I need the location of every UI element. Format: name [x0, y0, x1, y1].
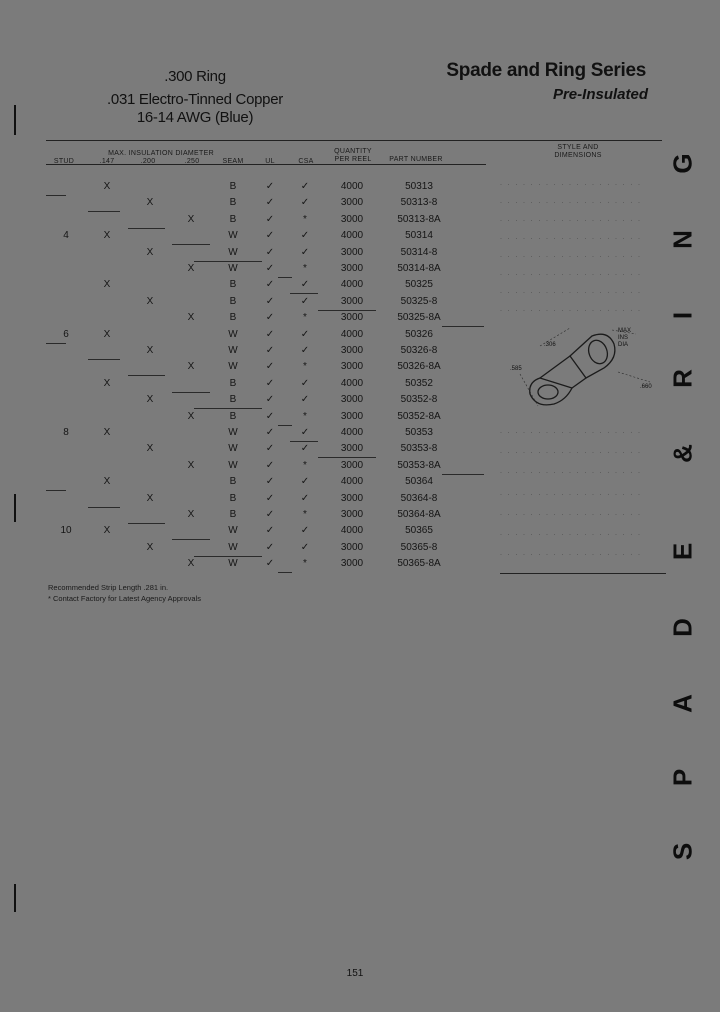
- cell-c147: X: [103, 230, 111, 241]
- cell-csa: ✓: [300, 378, 310, 389]
- cell-c147: X: [103, 427, 111, 438]
- side-letter: I: [667, 311, 698, 320]
- side-letter: &: [667, 444, 698, 463]
- cell-part: 50352-8: [400, 394, 438, 405]
- header-200: .200: [140, 158, 156, 165]
- cell-qty: 4000: [340, 279, 364, 290]
- cell-csa: ✓: [300, 197, 310, 208]
- cell-part: 50353-8A: [397, 460, 441, 471]
- cell-csa: ✓: [300, 247, 310, 258]
- spec-dots: · · · · · · · · · · · · · · · · · · ·: [500, 430, 642, 436]
- header-max-insulation: MAX. INSULATION DIAMETER: [108, 150, 214, 157]
- cell-c200: X: [146, 296, 154, 307]
- dim-label-dia: DIA: [618, 342, 629, 348]
- cell-part: 50352: [405, 378, 433, 389]
- cell-part: 50364-8A: [397, 509, 441, 520]
- side-letter: E: [667, 542, 698, 561]
- cell-part: 50326-8: [400, 345, 438, 356]
- cell-seam: W: [228, 247, 238, 258]
- cell-ul: ✓: [265, 460, 275, 471]
- cell-qty: 4000: [340, 476, 364, 487]
- cell-seam: W: [228, 230, 238, 241]
- dim-label-ins: INS: [618, 335, 629, 341]
- cell-seam: W: [228, 263, 238, 274]
- header-seam: SEAM: [222, 158, 244, 165]
- cell-ul: ✓: [265, 525, 275, 536]
- row-rule: [88, 507, 120, 508]
- cell-qty: 3000: [340, 296, 364, 307]
- spec-dots: · · · · · · · · · · · · · · · · · · ·: [500, 182, 642, 188]
- row-rule: [442, 326, 484, 327]
- spec-dots: · · · · · · · · · · · · · · · · · · ·: [500, 552, 642, 558]
- row-rule: [318, 310, 376, 311]
- cell-ul: ✓: [265, 263, 275, 274]
- dim-label-306: .306: [544, 342, 556, 348]
- header-csa: CSA: [298, 158, 314, 165]
- cell-part: 50314: [405, 230, 433, 241]
- side-letter: R: [667, 369, 698, 388]
- cell-seam: B: [229, 411, 237, 422]
- row-rule: [442, 474, 484, 475]
- cell-c147: X: [103, 329, 111, 340]
- header-dimensions: DIMENSIONS: [554, 152, 602, 159]
- cell-part: 50326-8A: [397, 361, 441, 372]
- cell-ul: ✓: [265, 394, 275, 405]
- spec-dots: · · · · · · · · · · · · · · · · · · ·: [500, 236, 642, 242]
- cell-c147: X: [103, 525, 111, 536]
- cell-qty: 3000: [340, 312, 364, 323]
- side-letter: G: [667, 153, 698, 174]
- cell-c250: X: [187, 312, 195, 323]
- row-rule: [278, 277, 292, 278]
- cell-qty: 4000: [340, 378, 364, 389]
- cell-qty: 3000: [340, 345, 364, 356]
- cell-qty: 3000: [340, 247, 364, 258]
- row-rule: [172, 392, 210, 393]
- cell-part: 50325-8: [400, 296, 438, 307]
- cell-stud: 4: [63, 230, 69, 241]
- row-rule: [172, 539, 210, 540]
- row-rule: [88, 359, 120, 360]
- spec-dots: · · · · · · · · · · · · · · · · · · ·: [500, 470, 642, 476]
- cell-part: 50364: [405, 476, 433, 487]
- cell-ul: ✓: [265, 345, 275, 356]
- cell-c250: X: [187, 214, 195, 225]
- row-rule: [194, 408, 262, 409]
- cell-c250: X: [187, 361, 195, 372]
- material-title: .031 Electro-Tinned Copper: [107, 91, 283, 108]
- cell-c200: X: [146, 443, 154, 454]
- row-rule: [278, 425, 292, 426]
- cell-ul: ✓: [265, 247, 275, 258]
- cell-seam: W: [228, 345, 238, 356]
- cell-csa: ✓: [300, 296, 310, 307]
- dim-label-660: .660: [640, 384, 652, 390]
- row-rule: [46, 343, 66, 344]
- margin-tick: [14, 884, 16, 912]
- dimension-lines: [520, 328, 650, 406]
- page-number: 151: [346, 968, 364, 979]
- strip-length-note: Recommended Strip Length .281 in.: [48, 583, 169, 592]
- cell-qty: 3000: [340, 263, 364, 274]
- cell-csa: *: [303, 558, 307, 569]
- cell-qty: 3000: [340, 214, 364, 225]
- cell-part: 50365-8A: [397, 558, 441, 569]
- cell-qty: 3000: [340, 197, 364, 208]
- cell-ul: ✓: [265, 411, 275, 422]
- cell-part: 50365-8: [400, 542, 438, 553]
- row-rule: [290, 293, 318, 294]
- spec-dots: · · · · · · · · · · · · · · · · · · ·: [500, 200, 642, 206]
- side-letter: A: [667, 694, 698, 713]
- cell-csa: *: [303, 361, 307, 372]
- cell-c200: X: [146, 345, 154, 356]
- cell-qty: 4000: [340, 525, 364, 536]
- table-top-rule: [46, 140, 662, 141]
- cell-seam: W: [228, 361, 238, 372]
- spec-dots: · · · · · · · · · · · · · · · · · · ·: [500, 308, 642, 314]
- cell-seam: W: [228, 443, 238, 454]
- cell-seam: B: [229, 197, 237, 208]
- cell-stud: 6: [63, 329, 69, 340]
- cell-part: 50326: [405, 329, 433, 340]
- cell-csa: ✓: [300, 476, 310, 487]
- cell-c200: X: [146, 542, 154, 553]
- cell-part: 50353: [405, 427, 433, 438]
- ring-terminal-drawing: [530, 334, 615, 405]
- cell-c200: X: [146, 247, 154, 258]
- cell-qty: 3000: [340, 542, 364, 553]
- cell-c147: X: [103, 476, 111, 487]
- header-quantity: QUANTITY: [334, 148, 372, 155]
- cell-seam: B: [229, 312, 237, 323]
- cell-seam: W: [228, 558, 238, 569]
- cell-qty: 3000: [340, 394, 364, 405]
- row-rule: [318, 457, 376, 458]
- cell-csa: ✓: [300, 279, 310, 290]
- cell-qty: 3000: [340, 411, 364, 422]
- cell-ul: ✓: [265, 361, 275, 372]
- ring-size-title: .300 Ring: [164, 68, 226, 85]
- cell-qty: 3000: [340, 558, 364, 569]
- cell-qty: 3000: [340, 460, 364, 471]
- cell-ul: ✓: [265, 558, 275, 569]
- cell-part: 50313-8: [400, 197, 438, 208]
- cell-part: 50313-8A: [397, 214, 441, 225]
- cell-ul: ✓: [265, 476, 275, 487]
- row-rule: [128, 228, 165, 229]
- cell-csa: ✓: [300, 230, 310, 241]
- cell-ul: ✓: [265, 230, 275, 241]
- series-subtitle: Pre-Insulated: [552, 86, 648, 103]
- cell-c250: X: [187, 263, 195, 274]
- cell-c200: X: [146, 493, 154, 504]
- cell-csa: ✓: [300, 329, 310, 340]
- cell-c147: X: [103, 378, 111, 389]
- dim-label-max: MAX: [618, 328, 632, 334]
- cell-qty: 4000: [340, 181, 364, 192]
- row-rule: [128, 523, 165, 524]
- spec-dots: · · · · · · · · · · · · · · · · · · ·: [500, 218, 642, 224]
- header-ul: UL: [265, 158, 275, 165]
- cell-seam: W: [228, 329, 238, 340]
- cell-ul: ✓: [265, 279, 275, 290]
- cell-part: 50325-8A: [397, 312, 441, 323]
- cell-csa: *: [303, 460, 307, 471]
- cell-qty: 3000: [340, 509, 364, 520]
- cell-seam: B: [229, 476, 237, 487]
- cell-c147: X: [103, 279, 111, 290]
- margin-tick: [14, 494, 16, 522]
- spec-dots: · · · · · · · · · · · · · · · · · · ·: [500, 492, 642, 498]
- cell-qty: 4000: [340, 427, 364, 438]
- row-rule: [290, 441, 318, 442]
- cell-csa: ✓: [300, 525, 310, 536]
- cell-seam: W: [228, 427, 238, 438]
- cell-part: 50364-8: [400, 493, 438, 504]
- row-rule: [128, 375, 165, 376]
- cell-seam: W: [228, 525, 238, 536]
- cell-seam: W: [228, 542, 238, 553]
- cell-seam: W: [228, 460, 238, 471]
- cell-ul: ✓: [265, 427, 275, 438]
- side-letter: S: [667, 842, 698, 861]
- cell-seam: B: [229, 296, 237, 307]
- gauge-title: 16-14 AWG (Blue): [136, 109, 254, 126]
- spec-dots: · · · · · · · · · · · · · · · · · · ·: [500, 254, 642, 260]
- cell-c147: X: [103, 181, 111, 192]
- spec-dots: · · · · · · · · · · · · · · · · · · ·: [500, 290, 642, 296]
- cell-ul: ✓: [265, 443, 275, 454]
- row-rule: [194, 556, 262, 557]
- cell-csa: *: [303, 509, 307, 520]
- cell-qty: 3000: [340, 361, 364, 372]
- cell-part: 50353-8: [400, 443, 438, 454]
- margin-tick: [14, 105, 16, 135]
- cell-seam: B: [229, 509, 237, 520]
- header-stud: STUD: [53, 158, 75, 165]
- side-letter: D: [667, 618, 698, 637]
- cell-qty: 4000: [340, 230, 364, 241]
- cell-part: 50352-8A: [397, 411, 441, 422]
- cell-ul: ✓: [265, 296, 275, 307]
- row-rule: [278, 572, 292, 573]
- cell-csa: *: [303, 263, 307, 274]
- cell-c250: X: [187, 411, 195, 422]
- cell-csa: *: [303, 214, 307, 225]
- ring-terminal-diagram: [500, 316, 670, 420]
- cell-part: 50365: [405, 525, 433, 536]
- cell-part: 50314-8: [400, 247, 438, 258]
- cell-ul: ✓: [265, 214, 275, 225]
- side-letter: N: [667, 230, 698, 249]
- cell-seam: B: [229, 493, 237, 504]
- cell-c250: X: [187, 558, 195, 569]
- cell-qty: 3000: [340, 443, 364, 454]
- agency-note: * Contact Factory for Latest Agency Approvals: [48, 594, 201, 603]
- cell-seam: B: [229, 394, 237, 405]
- row-rule: [46, 490, 66, 491]
- cell-ul: ✓: [265, 542, 275, 553]
- cell-ul: ✓: [265, 312, 275, 323]
- header-147: .147: [99, 158, 115, 165]
- cell-csa: ✓: [300, 345, 310, 356]
- cell-csa: ✓: [300, 181, 310, 192]
- cell-csa: ✓: [300, 394, 310, 405]
- cell-csa: *: [303, 312, 307, 323]
- header-part-number: PART NUMBER: [389, 156, 443, 163]
- dim-label-585: .585: [510, 366, 522, 372]
- table-bottom-rule-right: [500, 573, 666, 574]
- cell-seam: B: [229, 279, 237, 290]
- cell-part: 50313: [405, 181, 433, 192]
- cell-c250: X: [187, 509, 195, 520]
- cell-stud: 10: [60, 525, 72, 536]
- cell-csa: ✓: [300, 493, 310, 504]
- cell-csa: *: [303, 411, 307, 422]
- cell-qty: 3000: [340, 493, 364, 504]
- row-rule: [46, 195, 66, 196]
- cell-ul: ✓: [265, 509, 275, 520]
- row-rule: [194, 261, 262, 262]
- cell-ul: ✓: [265, 329, 275, 340]
- cell-c250: X: [187, 460, 195, 471]
- cell-seam: B: [229, 181, 237, 192]
- cell-part: 50325: [405, 279, 433, 290]
- header-250: .250: [184, 158, 200, 165]
- cell-c200: X: [146, 197, 154, 208]
- cell-c200: X: [146, 394, 154, 405]
- series-title: Spade and Ring Series: [446, 60, 646, 81]
- cell-ul: ✓: [265, 378, 275, 389]
- cell-seam: B: [229, 214, 237, 225]
- cell-ul: ✓: [265, 493, 275, 504]
- cell-ul: ✓: [265, 197, 275, 208]
- cell-stud: 8: [63, 427, 69, 438]
- cell-part: 50314-8A: [397, 263, 441, 274]
- cell-qty: 4000: [340, 329, 364, 340]
- header-per-reel: PER REEL: [334, 156, 372, 163]
- spec-dots: · · · · · · · · · · · · · · · · · · ·: [500, 450, 642, 456]
- spec-dots: · · · · · · · · · · · · · · · · · · ·: [500, 272, 642, 278]
- cell-csa: ✓: [300, 542, 310, 553]
- cell-csa: ✓: [300, 427, 310, 438]
- cell-seam: B: [229, 378, 237, 389]
- row-rule: [172, 244, 210, 245]
- spec-dots: · · · · · · · · · · · · · · · · · · ·: [500, 532, 642, 538]
- side-letter: P: [667, 768, 698, 787]
- spec-dots: · · · · · · · · · · · · · · · · · · ·: [500, 512, 642, 518]
- cell-csa: ✓: [300, 443, 310, 454]
- header-style: STYLE AND: [557, 144, 599, 151]
- cell-ul: ✓: [265, 181, 275, 192]
- row-rule: [88, 211, 120, 212]
